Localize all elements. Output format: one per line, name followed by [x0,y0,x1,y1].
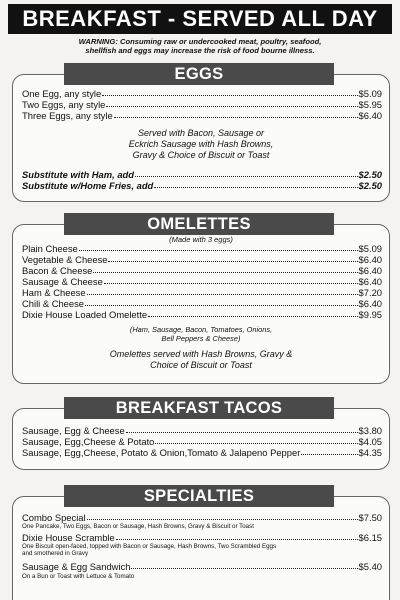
item-name: Ham & Cheese [22,287,86,298]
leader-dots [154,187,357,188]
item-name: Bacon & Cheese [22,265,93,276]
item-name: Dixie House Loaded Omelette [22,309,148,320]
item-description: and smothered in Gravy [22,550,89,557]
item-name: Combo Special [22,512,86,523]
item-name: Sausage, Egg,Cheese, Potato & Onion,Tomato & Jalapeno Pepper [22,447,301,458]
item-description: One Pancake, Two Eggs, Bacon or Sausage, Hash Browns, Gravy & Biscuit or Toast [22,523,254,530]
menu-item [22,436,382,447]
item-description: One Biscuit open-faced, topped with Bacon or Sausage, Hash Browns, Two Scrambled Eggs [22,543,277,550]
item-name: Chili & Cheese [22,298,85,309]
menu-item [22,532,382,543]
item-price: $5.09 [358,88,382,99]
item-name: Vegetable & Cheese [22,254,108,265]
leader-dots [114,117,358,118]
item-price: $6.40 [358,265,382,276]
item-name: Dixie House Scramble [22,532,115,543]
loaded-omelette-description [12,325,390,343]
item-price: $9.95 [358,309,382,320]
eggs-banner: EGGS [64,63,334,85]
omelettes-banner: OMELETTES [64,213,334,235]
item-name: Sausage & Cheese [22,276,103,287]
item-name: Sausage & Egg Sandwich [22,561,131,572]
item-name: Sausage, Egg,Cheese & Potato [22,436,155,447]
menu-item [22,287,382,298]
leader-dots [126,432,358,433]
leader-dots [106,106,357,107]
substitute-item [22,180,382,191]
menu-item [22,309,382,320]
menu-title: BREAKFAST - SERVED ALL DAY [8,4,392,34]
menu-item [22,276,382,287]
menu-item [22,99,382,110]
item-price: $2.50 [358,180,382,191]
leader-dots [131,568,357,569]
eggs-note [12,128,390,161]
note-line: Eckrich Sausage with Hash Browns, [128,139,274,149]
note-line: Served with Bacon, Sausage or [137,128,265,138]
menu-item [22,425,382,436]
item-price: $4.35 [358,447,382,458]
item-price: $5.40 [358,561,382,572]
item-name: Two Eggs, any style [22,99,106,110]
item-price: $7.50 [358,512,382,523]
menu-item [22,512,382,523]
leader-dots [108,261,357,262]
item-price: $4.05 [358,436,382,447]
item-name: Plain Cheese [22,243,78,254]
note-line: Choice of Biscuit or Toast [150,360,252,370]
item-price: $6.40 [358,276,382,287]
leader-dots [85,305,358,306]
substitute-item [22,169,382,180]
menu-item [22,298,382,309]
note-line: (Ham, Sausage, Bacon, Tomatoes, Onions, [129,325,273,334]
menu-item [22,561,382,572]
menu-item [22,110,382,121]
leader-dots [135,176,358,177]
leader-dots [116,539,358,540]
leader-dots [148,316,357,317]
warning-line-2: shellfish and eggs may increase the risk of food bourne illness. [85,46,315,55]
note-line: Omelettes served with Hash Browns, Gravy & [109,349,293,359]
item-price: $6.40 [358,254,382,265]
menu-item [22,447,382,458]
item-price: $5.95 [358,99,382,110]
leader-dots [87,294,358,295]
leader-dots [155,443,357,444]
item-name: Substitute with Ham, add [22,169,134,180]
item-name: One Egg, any style [22,88,102,99]
item-price: $6.40 [358,110,382,121]
omelettes-subtitle: (Made with 3 eggs) [169,235,233,244]
leader-dots [93,272,357,273]
leader-dots [102,95,357,96]
menu-item [22,265,382,276]
warning-line-1: WARNING: Consuming raw or undercooked meat, poultry, seafood, [78,37,322,46]
item-price: $3.80 [358,425,382,436]
item-price: $7.20 [358,287,382,298]
menu-item [22,243,382,254]
omelettes-note [12,349,390,371]
note-line: Bell Peppers & Cheese) [161,334,241,343]
item-price: $6.40 [358,298,382,309]
menu-item [22,88,382,99]
item-price: $5.09 [358,243,382,254]
leader-dots [87,519,358,520]
item-price: $2.50 [358,169,382,180]
item-name: Sausage, Egg & Cheese [22,425,125,436]
item-price: $6.15 [358,532,382,543]
menu-item [22,254,382,265]
breakfast-tacos-banner: BREAKFAST TACOS [64,397,334,419]
item-name: Substitute w/Home Fries, add [22,180,154,191]
item-name: Three Eggs, any style [22,110,113,121]
item-description: On a Bun or Toast with Lettuce & Tomato [22,573,135,580]
leader-dots [104,283,358,284]
leader-dots [301,454,357,455]
leader-dots [79,250,358,251]
food-safety-warning [20,37,380,55]
specialties-banner: SPECIALTIES [64,485,334,507]
note-line: Gravy & Choice of Biscuit or Toast [132,150,270,160]
